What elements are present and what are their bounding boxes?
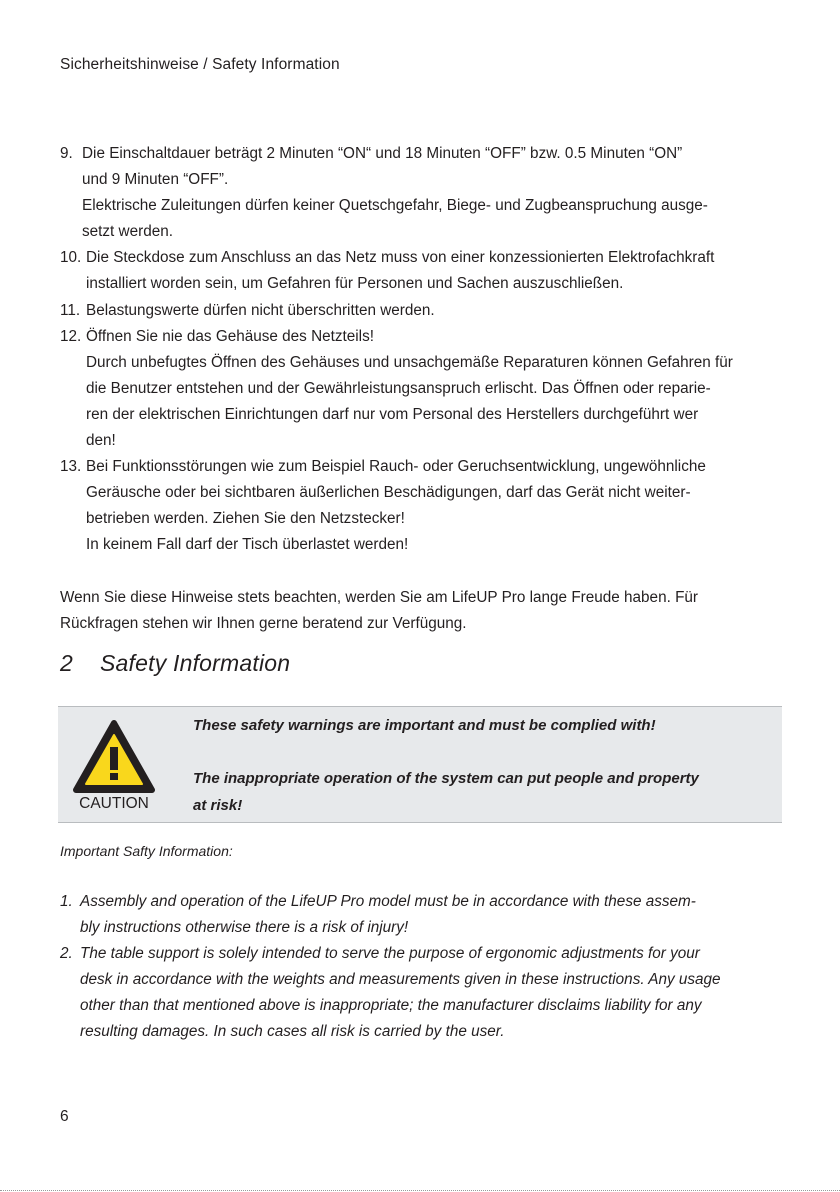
caution-line: These safety warnings are important and must be complied with! [193,717,656,734]
list-item-line: The table support is solely intended to serve the purpose of ergonomic adjustments for your [80,945,700,963]
list-item [60,245,790,297]
list-item-line: den! [86,432,116,450]
list-item-line: In keinem Fall darf der Tisch überlastet werden! [86,536,409,554]
list-item [60,298,790,324]
warning-triangle-icon [72,719,156,795]
list-item-line: Öffnen Sie nie das Gehäuse des Netzteils! [86,327,374,345]
list-item-line: desk in accordance with the weights and measurements given in these instructions. Any usage [80,971,721,989]
list-item-number: 10. [60,249,82,267]
list-item-line: Belastungswerte dürfen nicht überschritten werden. [86,301,435,319]
list-item [60,941,790,1045]
section-number: 2 [60,650,73,676]
list-item-line: bly instructions otherwise there is a risk of injury! [80,919,409,937]
list-item-number: 2. [60,945,73,963]
bottom-divider [0,1190,840,1191]
closing-line: Wenn Sie diese Hinweise stets beachten, werden Sie am LifeUP Pro lange Freude haben. Für [60,588,699,606]
caution-text [193,713,773,819]
running-header: Sicherheitshinweise / Safety Information [60,56,340,73]
list-item-line: other than that mentioned above is inappropriate; the manufacturer disclaims liability for any [80,997,702,1015]
page-number: 6 [60,1108,69,1125]
list-item-line: Die Einschaltdauer beträgt 2 Minuten “ON“ und 18 Minuten “OFF” bzw. 0.5 Minuten “ON” [82,145,683,162]
list-item-line: Durch unbefugtes Öffnen des Gehäuses und unsachgemäße Reparaturen können Gefahren für [86,353,733,371]
closing-paragraph [60,585,790,637]
list-item-line: und 9 Minuten “OFF”. [82,171,229,189]
list-item-line: Die Steckdose zum Anschluss an das Netz muss von einer konzessionierten Elektrofachkraft [86,249,715,267]
list-item-line: Bei Funktionsstörungen wie zum Beispiel Rauch- oder Geruchsentwicklung, ungewöhnliche [86,458,706,476]
list-item-line: betrieben werden. Ziehen Sie den Netzstecker! [86,510,405,528]
list-item-line: die Benutzer entstehen und der Gewährleistungsanspruch erlischt. Das Öffnen oder reparie- [86,379,711,397]
list-item-line: Geräusche oder bei sichtbaren äußerlichen Beschädigungen, darf das Gerät nicht weiter- [86,484,691,502]
list-item-number: 9. [60,145,73,162]
caution-label: CAUTION [79,795,149,812]
german-safety-list [60,141,790,637]
caution-box [58,706,782,823]
english-safety-list [60,889,790,1046]
important-info-label: Important Safty Information: [60,843,233,859]
section-heading [60,650,290,677]
closing-line: Rückfragen stehen wir Ihnen gerne beratend zur Verfügung. [60,614,467,632]
german-items [60,141,790,559]
list-item-number: 12. [60,327,82,345]
list-item [60,324,790,454]
list-item [60,141,790,245]
list-item-number: 1. [60,893,73,910]
list-item-number: 11. [60,301,81,319]
list-item [60,454,790,558]
list-item-line: Assembly and operation of the LifeUP Pro model must be in accordance with these assem- [80,893,696,910]
list-item-line: Elektrische Zuleitungen dürfen keiner Quetschgefahr, Biege- und Zugbeanspruchung ausge- [82,197,708,215]
list-item-line: ren der elektrischen Einrichtungen darf nur vom Personal des Herstellers durchgeführt wer [86,405,699,423]
list-item [60,889,790,941]
list-item-line: setzt werden. [82,223,173,241]
list-item-line: resulting damages. In such cases all risk is carried by the user. [80,1023,505,1041]
list-item-line: installiert worden sein, um Gefahren für Personen und Sachen auszuschließen. [86,275,624,293]
caution-line: at risk! [193,796,243,814]
list-item-number: 13. [60,458,82,476]
section-title: Safety Information [100,650,291,676]
caution-line: The inappropriate operation of the system can put people and property [193,770,699,787]
